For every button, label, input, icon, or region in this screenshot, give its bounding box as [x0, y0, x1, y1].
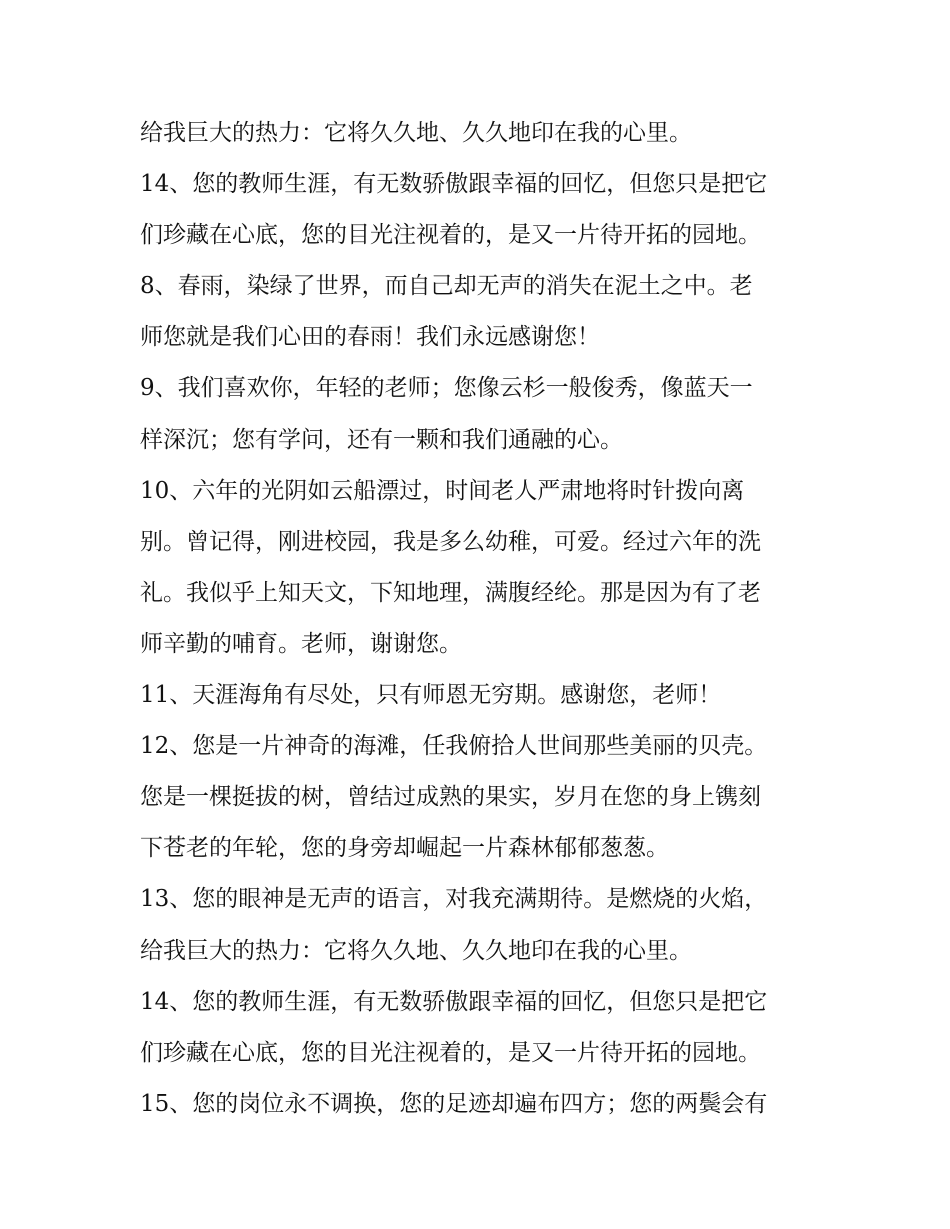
text-line: 10、六年的光阴如云船漂过，时间老人严肃地将时针拨向离 [140, 477, 745, 504]
text-line: 样深沉；您有学问，还有一颗和我们通融的心。 [140, 426, 623, 453]
text-line: 14、您的教师生涯，有无数骄傲跟幸福的回忆，但您只是把它 [140, 171, 768, 198]
text-line: 给我巨大的热力：它将久久地、久久地印在我的心里。 [140, 937, 692, 964]
text-line: 师辛勤的哺育。老师，谢谢您。 [140, 630, 462, 657]
text-line: 们珍藏在心底，您的目光注视着的，是又一片待开拓的园地。 [140, 1039, 761, 1066]
text-line: 别。曾记得，刚进校园，我是多么幼稚，可爱。经过六年的洗 [140, 528, 761, 555]
text-line: 9、我们喜欢你，年轻的老师；您像云杉一般俊秀，像蓝天一 [140, 375, 753, 402]
text-line: 礼。我似乎上知天文，下知地理，满腹经纶。那是因为有了老 [140, 579, 761, 606]
body-text [140, 108, 830, 1130]
text-line: 您是一棵挺拔的树，曾结过成熟的果实，岁月在您的身上镌刻 [140, 784, 761, 811]
text-line: 11、天涯海角有尽处，只有师恩无穷期。感谢您，老师！ [140, 682, 722, 709]
text-line: 14、您的教师生涯，有无数骄傲跟幸福的回忆，但您只是把它 [140, 988, 768, 1015]
text-line: 8、春雨，染绿了世界，而自己却无声的消失在泥土之中。老 [140, 273, 753, 300]
text-line: 给我巨大的热力：它将久久地、久久地印在我的心里。 [140, 120, 692, 146]
text-line: 师您就是我们心田的春雨！我们永远感谢您！ [140, 324, 600, 351]
text-line: 15、您的岗位永不调换，您的足迹却遍布四方；您的两鬓会有 [140, 1090, 768, 1117]
text-line: 12、您是一片神奇的海滩，任我俯拾人世间那些美丽的贝壳。 [140, 733, 768, 760]
text-line: 13、您的眼神是无声的语言，对我充满期待。是燃烧的火焰， [140, 886, 768, 913]
text-line: 们珍藏在心底，您的目光注视着的，是又一片待开拓的园地。 [140, 222, 761, 249]
text-line: 下苍老的年轮，您的身旁却崛起一片森林郁郁葱葱。 [140, 835, 669, 862]
